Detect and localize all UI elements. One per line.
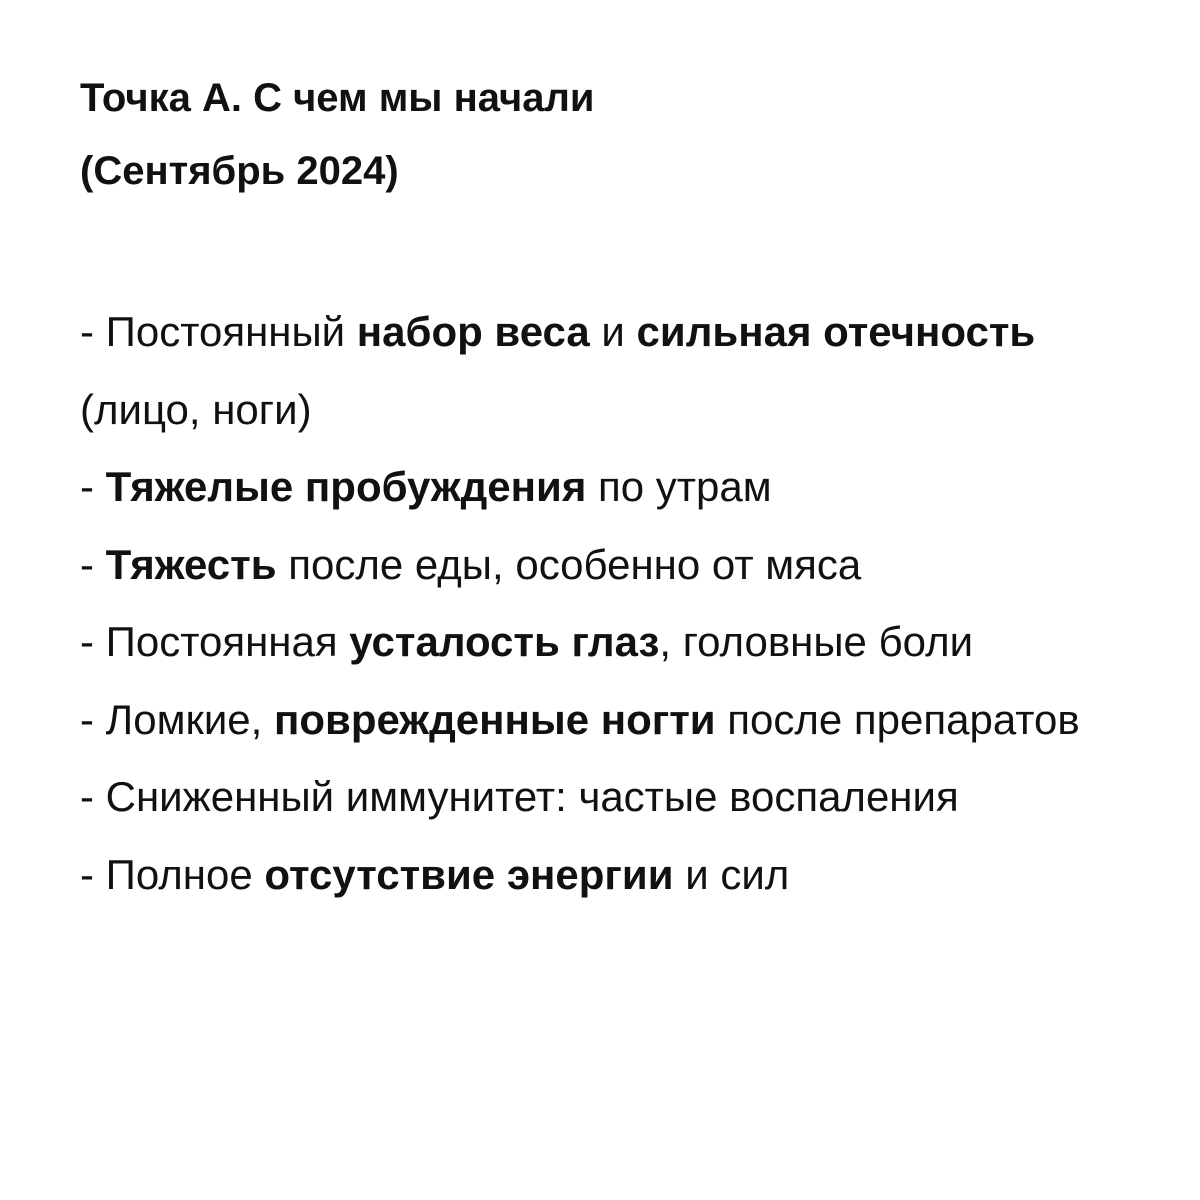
- item-text: после препаратов: [715, 695, 1080, 743]
- page-title: [80, 62, 1140, 208]
- item-text: , головные боли: [659, 618, 974, 665]
- item-text: Ломкие,: [105, 695, 274, 743]
- item-text: и: [589, 308, 637, 355]
- item-text: (лицо, ноги): [80, 385, 312, 433]
- item-text: Постоянная: [105, 618, 350, 665]
- item-text: по утрам: [586, 463, 772, 510]
- title-line-2: (Сентябрь 2024): [80, 149, 399, 193]
- list-item: [80, 603, 1140, 681]
- item-text: после еды, особенно от мяса: [276, 540, 862, 588]
- list-item: [80, 681, 1140, 759]
- title-line-1: Точка А. С чем мы начали: [80, 76, 595, 120]
- item-bold-text: усталость глаз: [349, 618, 660, 665]
- item-bold-text: отсутствие энергии: [264, 850, 674, 898]
- bullet-dash: -: [80, 695, 106, 743]
- bullet-dash: -: [80, 850, 106, 898]
- list-item: [80, 758, 1140, 836]
- item-text: и сил: [673, 850, 790, 898]
- item-text: Полное: [105, 850, 265, 898]
- item-bold-text: сильная отечность: [636, 308, 1036, 355]
- list-item: [80, 448, 1140, 526]
- list-item: [80, 836, 1140, 914]
- item-text: Постоянный: [105, 308, 357, 355]
- item-bold-text: Тяжесть: [105, 540, 277, 588]
- item-bold-text: набор веса: [356, 308, 590, 355]
- symptom-list: [80, 293, 1140, 913]
- item-text: Сниженный иммунитет: частые воспаления: [105, 773, 959, 820]
- bullet-dash: -: [80, 618, 106, 665]
- list-item: [80, 293, 1140, 448]
- list-item: [80, 526, 1140, 604]
- bullet-dash: -: [80, 773, 106, 820]
- document-page: [80, 62, 1140, 898]
- bullet-dash: -: [80, 308, 106, 355]
- bullet-dash: -: [80, 540, 106, 588]
- item-bold-text: Тяжелые пробуждения: [105, 463, 587, 510]
- bullet-dash: -: [80, 463, 106, 510]
- item-bold-text: поврежденные ногти: [273, 695, 716, 743]
